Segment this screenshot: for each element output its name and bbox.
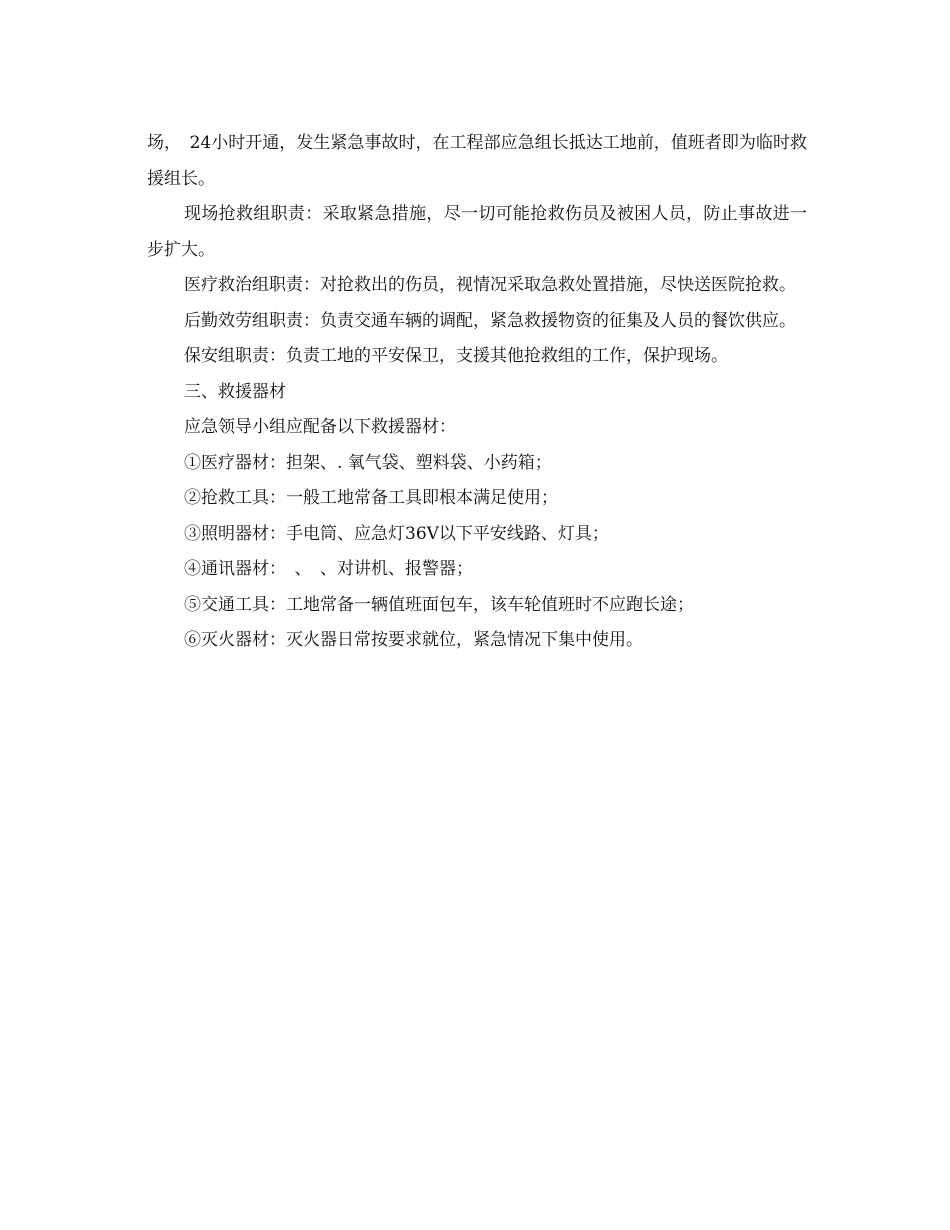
paragraph-medical-team-duty: 医疗救治组职责：对抢救出的伤员，视情况采取急救处置措施，尽快送医院抢救。 xyxy=(184,275,796,295)
list-item-rescue-tools: ②抢救工具：一般工地常备工具即根本满足使用； xyxy=(184,488,558,508)
paragraph-rescue-team-duty: 现场抢救组职责：采取紧急措施，尽一切可能抢救伤员及被困人员，防止事故进一步扩大。 xyxy=(147,204,807,260)
paragraph-continuation: 场， 24小时开通，发生紧急事故时，在工程部应急组长抵达工地前，值班者即为临时救援组长。 xyxy=(147,133,807,189)
list-item-lighting-equipment: ③照明器材：手电筒、应急灯36V以下平安线路、灯具； xyxy=(184,523,609,544)
paragraph-equipment-intro: 应急领导小组应配备以下救援器材： xyxy=(184,417,456,437)
list-item-transport: ⑤交通工具：工地常备一辆值班面包车，该车轮值班时不应跑长途； xyxy=(184,594,694,615)
paragraph-logistics-team-duty: 后勤效劳组职责：负责交通车辆的调配，紧急救援物资的征集及人员的餐饮供应。 xyxy=(184,310,796,331)
list-item-communication-equipment: ④通讯器材： 、 、对讲机、报警器； xyxy=(184,559,473,579)
list-item-medical-equipment: ①医疗器材：担架、. 氧气袋、塑料袋、小药箱； xyxy=(184,452,552,473)
paragraph-security-team-duty: 保安组职责：负责工地的平安保卫，支援其他抢救组的工作，保护现场。 xyxy=(184,346,728,366)
document-body xyxy=(147,126,807,659)
list-item-fire-equipment: ⑥灭火器材：灭火器日常按要求就位，紧急情况下集中使用。 xyxy=(184,630,643,650)
section-heading-equipment: 三、救援器材 xyxy=(184,381,286,402)
